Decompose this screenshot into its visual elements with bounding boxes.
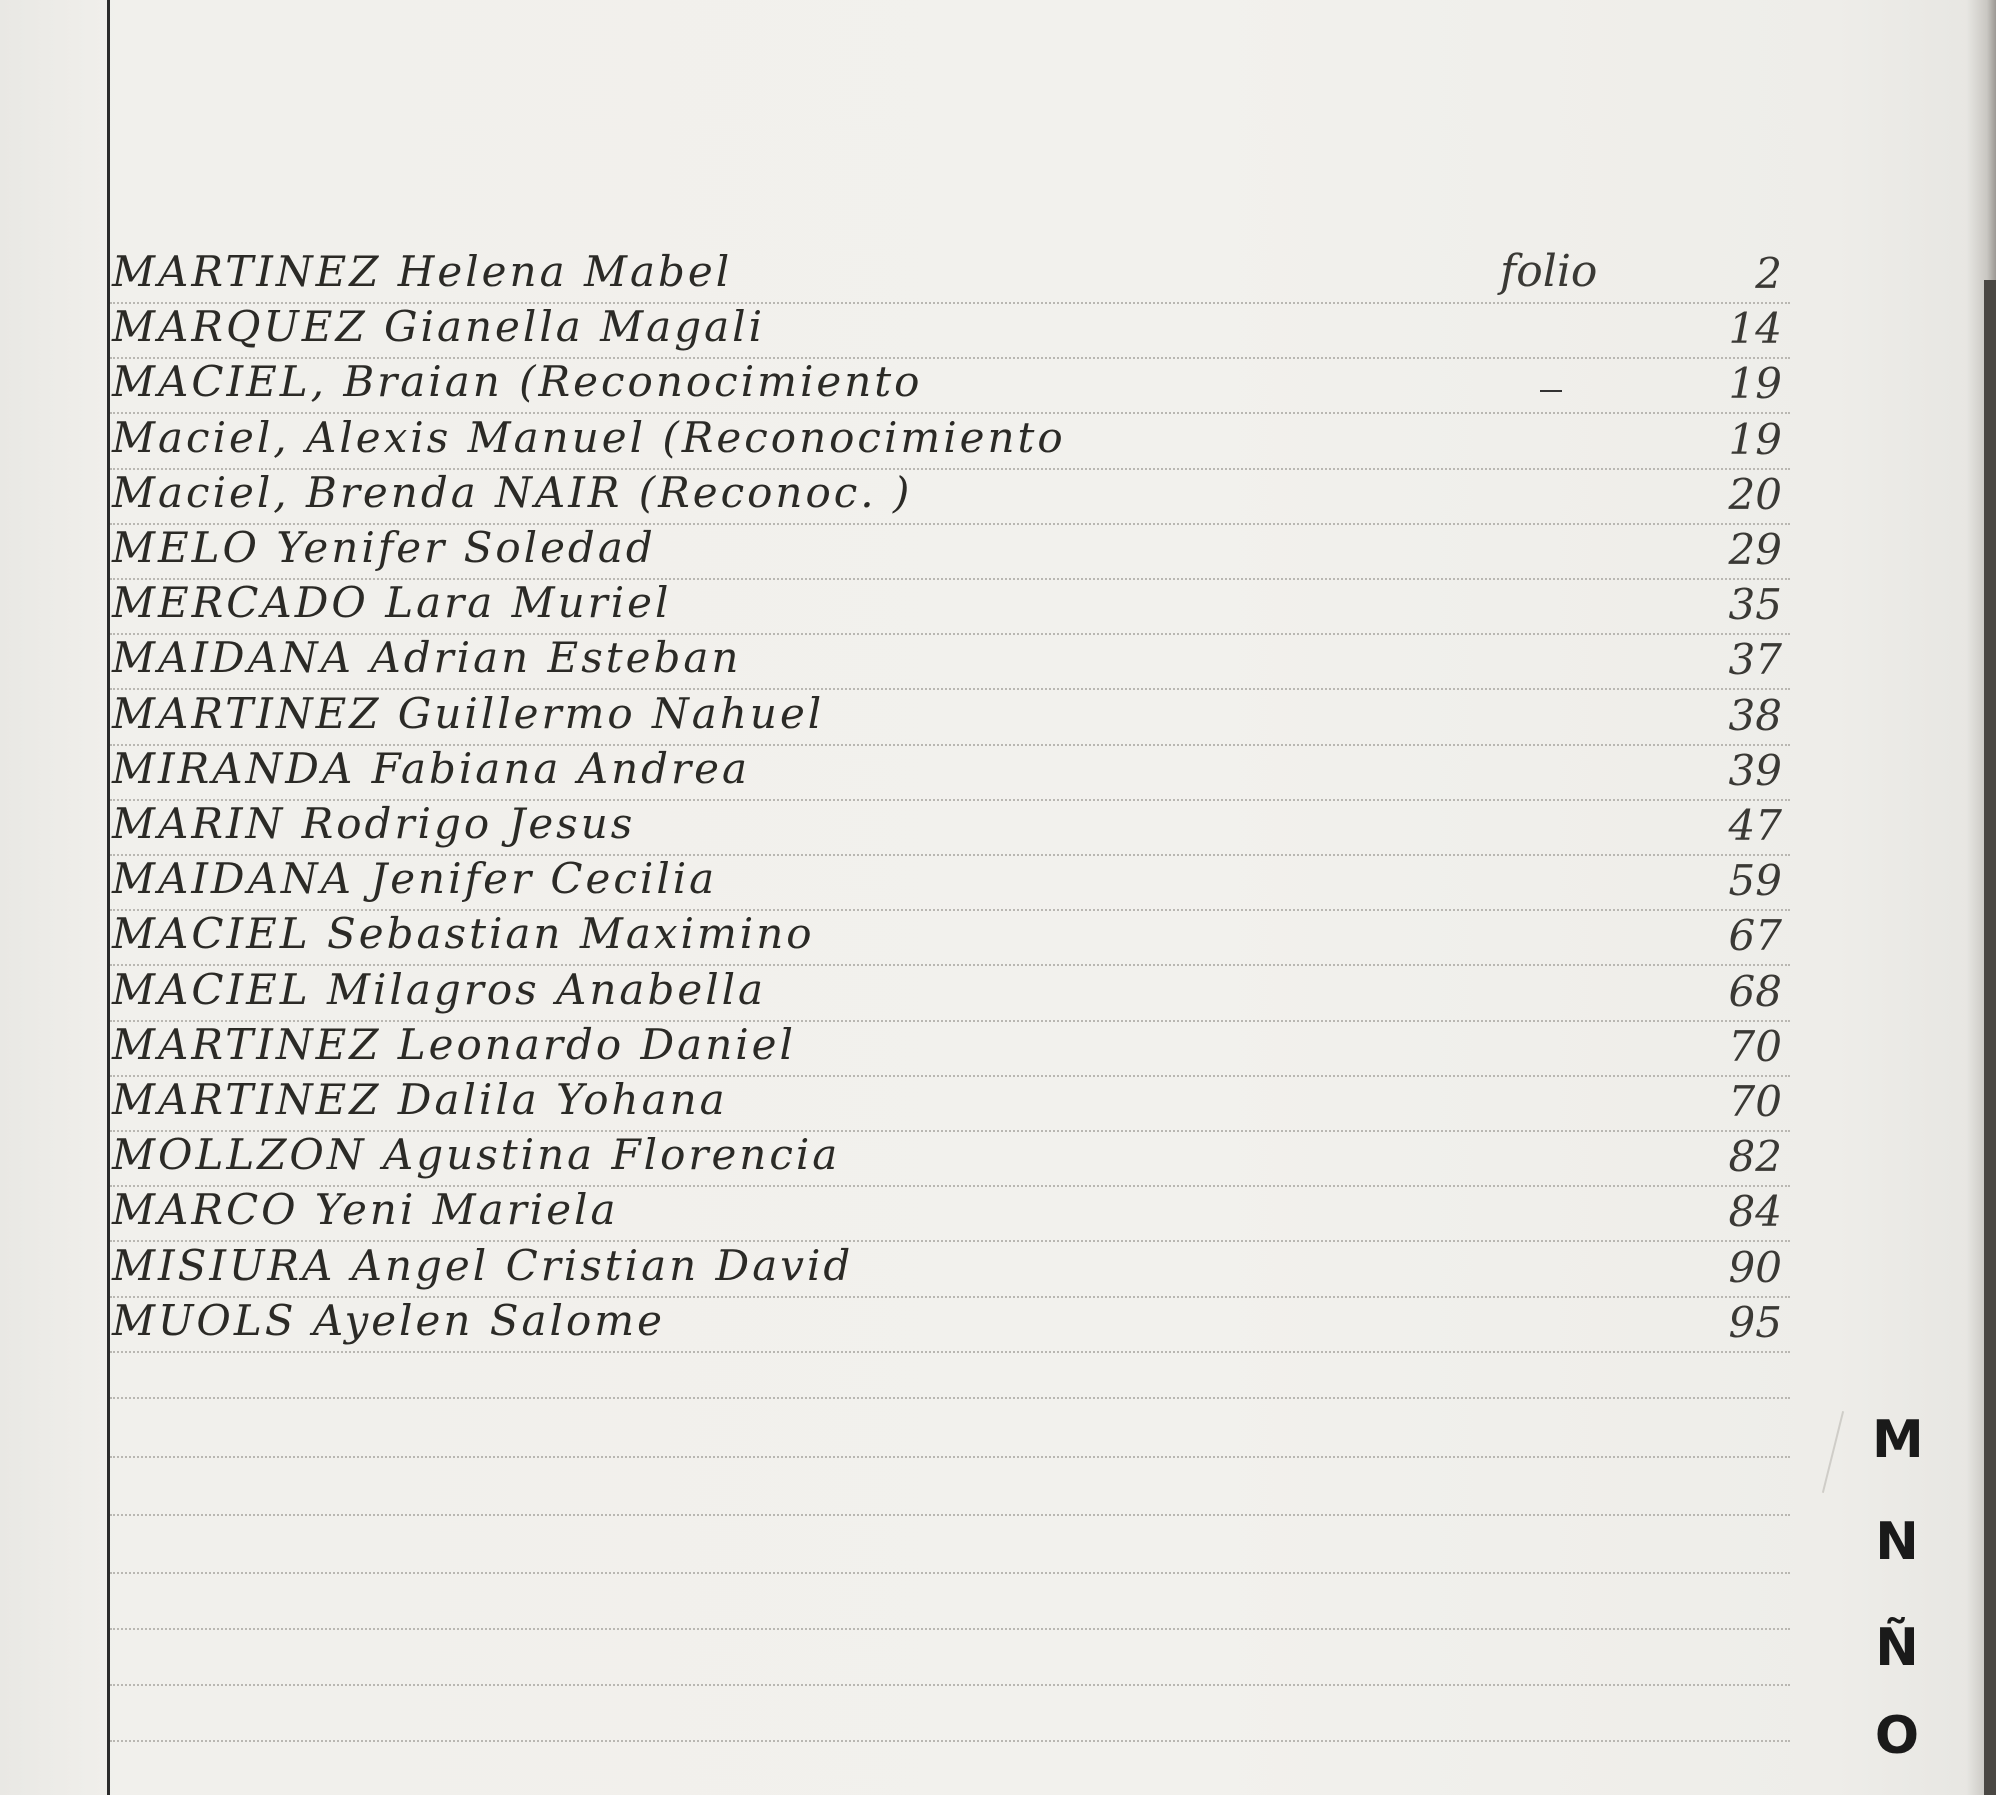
entry-folio: 35 <box>1728 580 1782 630</box>
entry-name: MAIDANA Adrian Esteban <box>112 633 742 683</box>
list-item <box>112 414 1792 468</box>
entry-folio: 68 <box>1728 966 1782 1016</box>
entry-folio: 95 <box>1728 1297 1782 1347</box>
entry-name: MOLLZON Agustina Florencia <box>112 1130 841 1180</box>
entry-name: MACIEL Sebastian Maximino <box>112 909 815 959</box>
list-item <box>112 1131 1792 1185</box>
entry-name: MAIDANA Jenifer Cecilia <box>112 854 718 904</box>
list-item <box>112 1186 1792 1240</box>
entry-folio: 14 <box>1728 304 1782 354</box>
entry-folio: 59 <box>1728 856 1782 906</box>
list-item <box>112 579 1792 633</box>
entry-folio: 2 <box>1755 249 1782 298</box>
entry-name: Maciel, Brenda NAIR (Reconoc. ) <box>112 467 913 517</box>
entry-folio: 29 <box>1728 525 1782 574</box>
entry-name: MISIURA Angel Cristian David <box>112 1240 854 1290</box>
ruled-line <box>110 1740 1790 1742</box>
entry-name: MUOLS Ayelen Salome <box>112 1295 665 1345</box>
page-edge-shadow <box>1984 280 1996 1795</box>
list-item <box>112 634 1792 688</box>
entry-folio: 19 <box>1728 414 1782 464</box>
list-item <box>112 855 1792 909</box>
entry-name: MARIN Rodrigo Jesus <box>112 799 636 848</box>
entry-folio: 37 <box>1728 635 1782 685</box>
list-item <box>112 800 1792 854</box>
list-item <box>112 358 1792 412</box>
list-item <box>112 1242 1792 1296</box>
entry-name: MARTINEZ Guillermo Nahuel <box>112 688 825 738</box>
entry-folio: 90 <box>1728 1242 1782 1292</box>
list-item <box>112 1021 1792 1075</box>
ruled-line <box>110 1397 1790 1399</box>
entry-folio: 47 <box>1728 801 1782 850</box>
index-tab-letter[interactable]: Ñ <box>1875 1618 1919 1678</box>
entry-name: MERCADO Lara Muriel <box>112 578 672 628</box>
entry-name: MARTINEZ Dalila Yohana <box>112 1075 728 1124</box>
entry-name: MARQUEZ Gianella Magali <box>112 302 766 352</box>
index-tab-letter[interactable]: M <box>1872 1410 1924 1470</box>
ruled-line <box>110 1572 1790 1574</box>
entry-folio: 67 <box>1728 911 1782 961</box>
ruled-line <box>110 1684 1790 1686</box>
list-item <box>112 745 1792 799</box>
list-item <box>112 303 1792 357</box>
list-item <box>112 469 1792 523</box>
ruled-line <box>110 1514 1790 1516</box>
folio-header: folio <box>1500 246 1598 297</box>
entry-name: MARTINEZ Leonardo Daniel <box>112 1019 796 1069</box>
ruled-line <box>110 1628 1790 1630</box>
entry-folio: 70 <box>1728 1021 1782 1071</box>
margin-line <box>107 0 110 1795</box>
entry-name: MARTINEZ Helena Mabel <box>112 247 733 296</box>
index-tab-letter[interactable]: O <box>1874 1706 1920 1766</box>
entry-name: MARCO Yeni Mariela <box>112 1185 619 1235</box>
list-item <box>112 1076 1792 1130</box>
page-edge <box>1966 0 1996 1795</box>
entry-folio: 19 <box>1728 359 1782 409</box>
entry-folio: 82 <box>1728 1132 1782 1182</box>
list-item <box>112 966 1792 1020</box>
ruled-line <box>110 1456 1790 1458</box>
entry-name: MACIEL, Braian (Reconocimiento <box>112 357 923 407</box>
entry-name: MACIEL Milagros Anabella <box>112 964 767 1014</box>
list-item <box>112 248 1792 302</box>
entry-folio: 70 <box>1728 1077 1782 1126</box>
entry-folio: 38 <box>1728 690 1782 740</box>
index-tab-letter[interactable]: N <box>1875 1512 1919 1572</box>
tab-divider <box>1822 1411 1844 1493</box>
list-item <box>112 910 1792 964</box>
entry-name: MELO Yenifer Soledad <box>112 523 656 572</box>
entry-folio: 84 <box>1728 1187 1782 1237</box>
entry-name: MIRANDA Fabiana Andrea <box>112 743 751 793</box>
entry-folio: 20 <box>1728 469 1782 519</box>
list-item <box>112 690 1792 744</box>
ruled-line <box>110 1351 1790 1353</box>
entry-name: Maciel, Alexis Manuel (Reconocimiento <box>112 412 1066 462</box>
entry-folio: 39 <box>1728 745 1782 795</box>
list-item <box>112 1297 1792 1351</box>
list-item <box>112 524 1792 578</box>
